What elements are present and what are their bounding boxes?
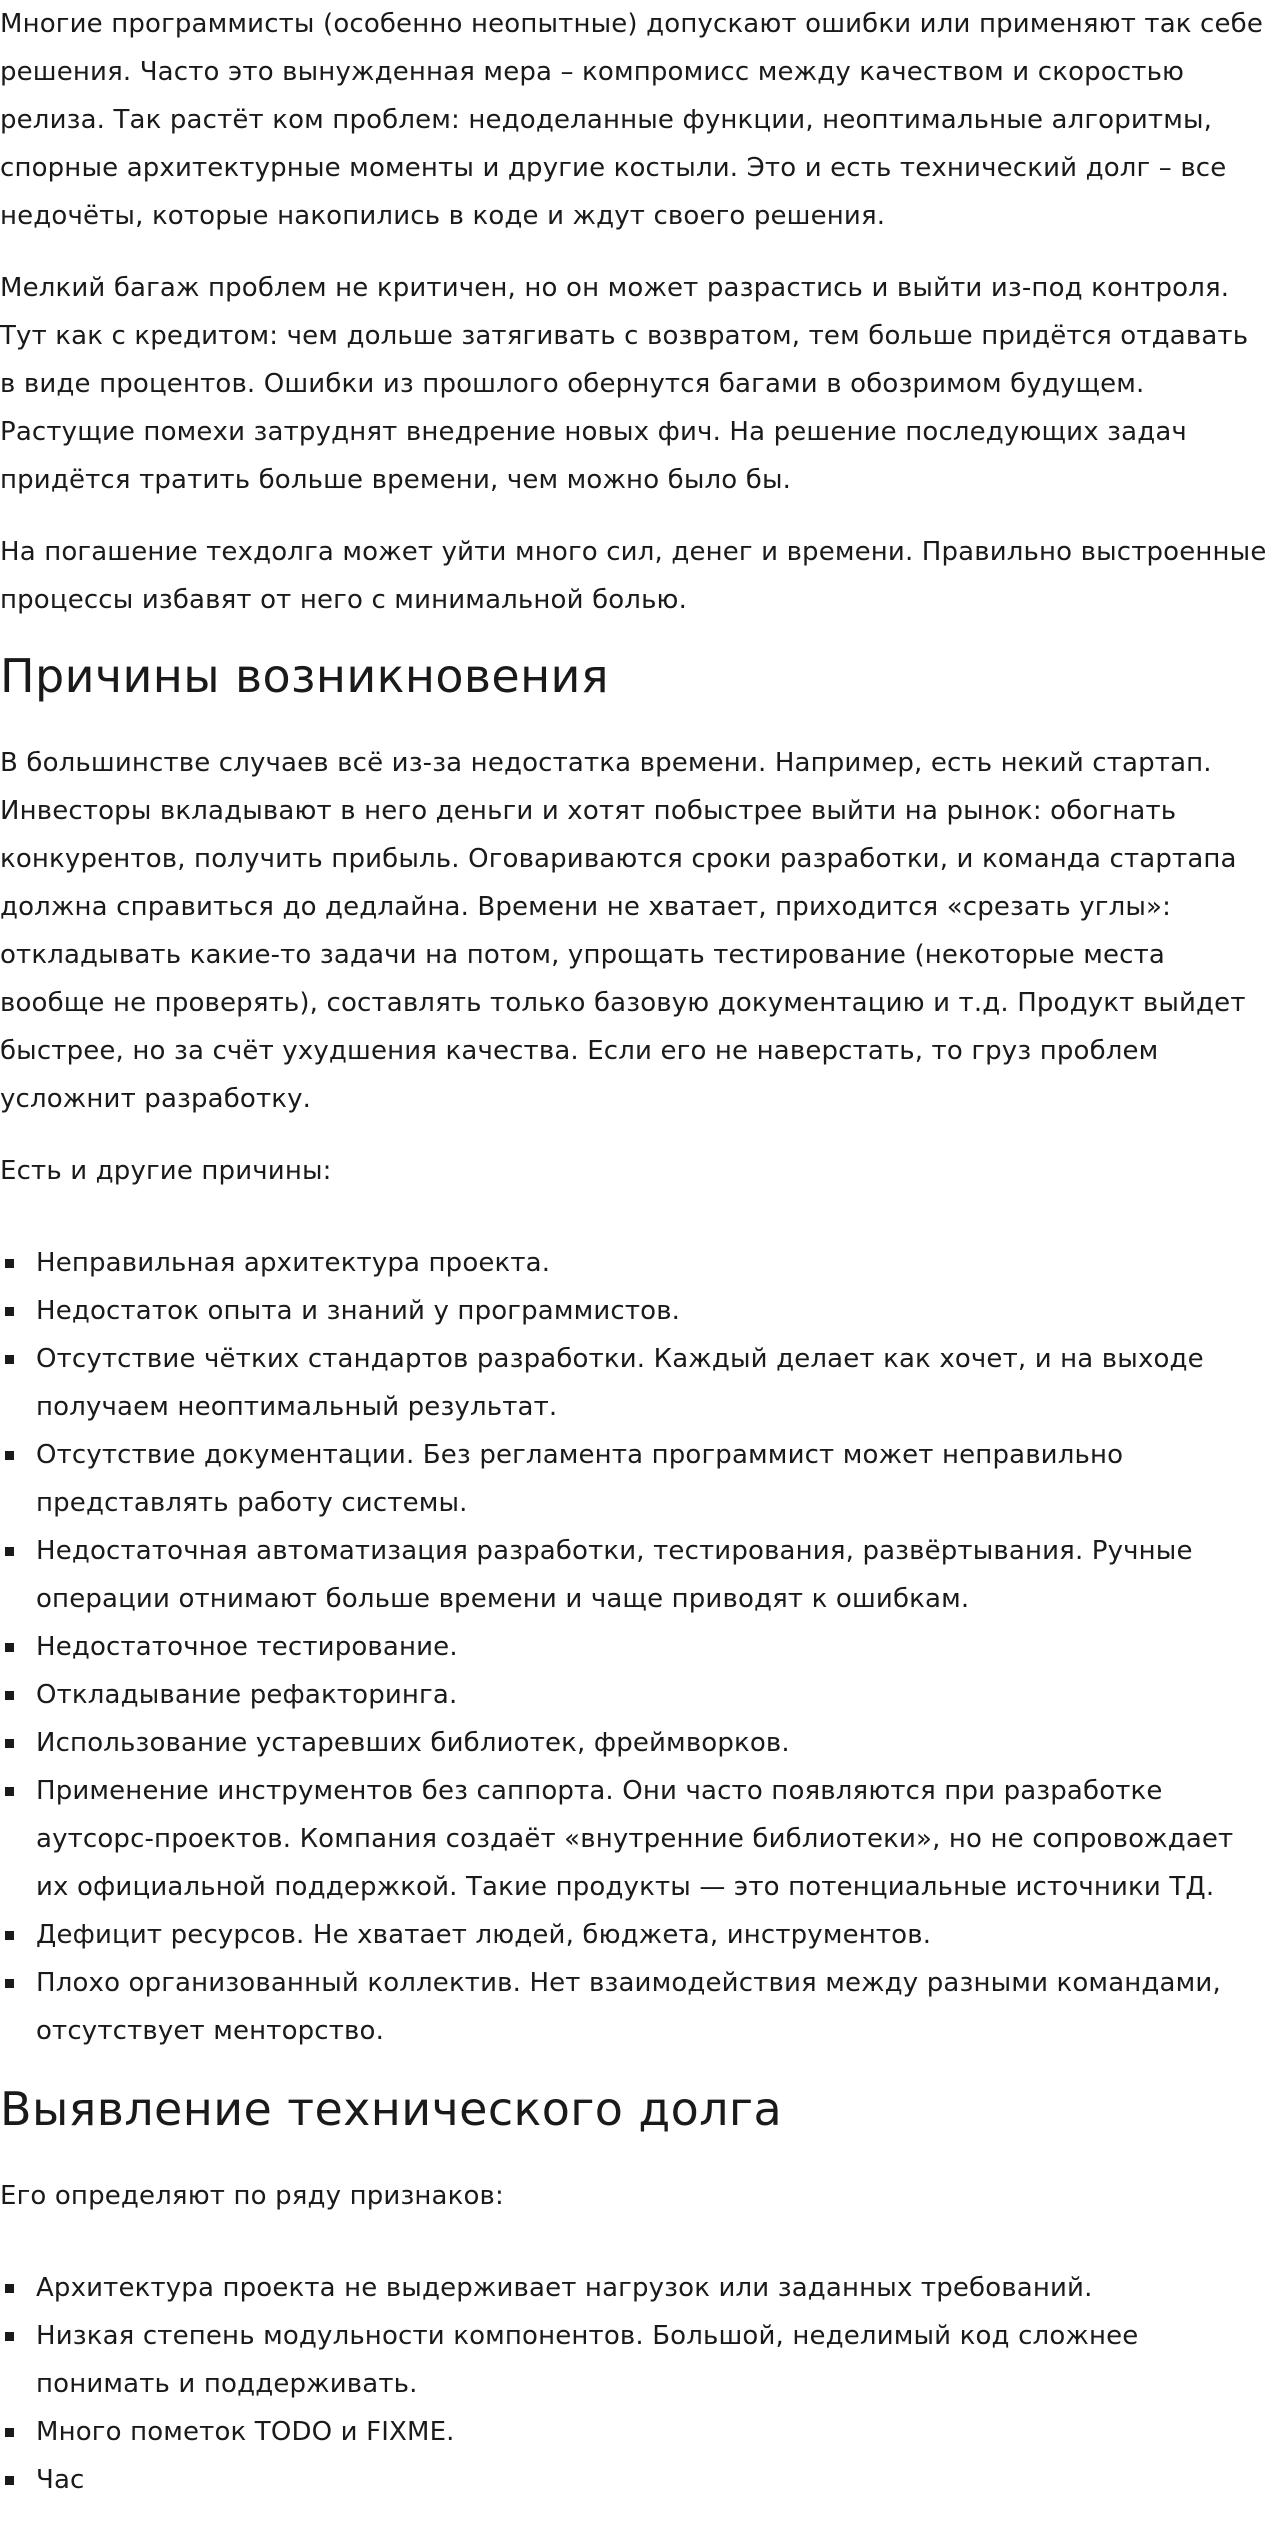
list-item — [0, 1767, 1268, 1911]
list-item — [0, 2408, 1268, 2456]
square-bullet-icon — [5, 1451, 14, 1460]
list-item-text: Дефицит ресурсов. Не хватает людей, бюджета, инструментов. — [36, 1920, 932, 1950]
square-bullet-icon — [5, 1691, 14, 1700]
list-item — [0, 2456, 1268, 2504]
list-item — [0, 1719, 1268, 1767]
causes-lead-in: Есть и другие причины: — [0, 1156, 332, 1186]
square-bullet-icon — [5, 1307, 14, 1316]
detection-lead-in: Его определяют по ряду признаков: — [0, 2181, 504, 2211]
list-item-text: Плохо организованный коллектив. Нет взаимодействия между разными командами, отсутствует менторство. — [36, 1968, 1221, 2046]
list-item-text: Неправильная архитектура проекта. — [36, 1248, 551, 1278]
causes-paragraph: В большинстве случаев всё из-за недостатка времени. Например, есть некий стартап. Инвесторы вкладывают в него деньги и хотят побыстрее выйти на рынок: обогнать конкурентов, получить прибыль. Оговариваются сроки разработки, и команда стартапа должна справиться до дедлайна. Времени не хватает, приходится «срезать углы»: откладывать какие-то задачи на потом, упрощать тестирование (некоторые места вообще не проверять), составлять только базовую документацию и т.д. Продукт выйдет быстрее, но за счёт ухудшения качества. Если его не наверстать, то груз проблем усложнит разработку. — [0, 748, 1246, 1114]
square-bullet-icon — [5, 1547, 14, 1556]
square-bullet-icon — [5, 2332, 14, 2341]
intro-paragraph-2: Мелкий багаж проблем не критичен, но он может разрастись и выйти из-под контроля. Тут как с кредитом: чем дольше затягивать с возвратом, тем больше придётся отдавать в виде процентов. Ошибки из прошлого обернутся багами в обозримом будущем. Растущие помехи затруднят внедрение новых фич. На решение последующих задач придётся тратить больше времени, чем можно было бы. — [0, 273, 1249, 495]
list-item — [0, 1239, 1268, 1287]
list-item-text: Недостаток опыта и знаний у программистов. — [36, 1296, 681, 1326]
list-item — [0, 1335, 1268, 1431]
list-item — [0, 1959, 1268, 2055]
detection-list — [0, 2264, 1268, 2504]
list-item-text: Использование устаревших библиотек, фреймворков. — [36, 1728, 790, 1758]
list-item — [0, 1911, 1268, 1959]
square-bullet-icon — [5, 1739, 14, 1748]
square-bullet-icon — [5, 2284, 14, 2293]
list-item-text: Недостаточное тестирование. — [36, 1632, 458, 1662]
square-bullet-icon — [5, 1787, 14, 1796]
square-bullet-icon — [5, 2476, 14, 2485]
square-bullet-icon — [5, 1931, 14, 1940]
list-item — [0, 1671, 1268, 1719]
list-item-text: Применение инструментов без саппорта. Они часто появляются при разработке аутсорс-проектов. Компания создаёт «внутренние библиотеки», но не сопровождает их официальной поддержкой. Такие продукты — это потенциальные источники ТД. — [36, 1776, 1234, 1902]
causes-list — [0, 1239, 1268, 2055]
list-item — [0, 2312, 1268, 2408]
list-item-text: Отсутствие чётких стандартов разработки. Каждый делает как хочет, и на выходе получаем неоптимальный результат. — [36, 1344, 1204, 1422]
list-item-text: Недостаточная автоматизация разработки, тестирования, развёртывания. Ручные операции отнимают больше времени и чаще приводят к ошибкам. — [36, 1536, 1193, 1614]
list-item-text: Откладывание рефакторинга. — [36, 1680, 458, 1710]
list-item — [0, 1623, 1268, 1671]
intro-paragraph-1: Многие программисты (особенно неопытные) допускают ошибки или применяют так себе решения. Часто это вынужденная мера – компромисс между качеством и скоростью релиза. Так растёт ком проблем: недоделанные функции, неоптимальные алгоритмы, спорные архитектурные моменты и другие костыли. Это и есть технический долг – все недочёты, которые накопились в коде и ждут своего решения. — [0, 9, 1263, 231]
list-item-text: Много пометок TODO и FIXME. — [36, 2417, 455, 2447]
detection-heading: Выявление технического долга — [0, 2082, 783, 2136]
list-item — [0, 1287, 1268, 1335]
list-item-text: Отсутствие документации. Без регламента программист может неправильно представлять работу системы. — [36, 1440, 1124, 1518]
list-item — [0, 1431, 1268, 1527]
square-bullet-icon — [5, 1355, 14, 1364]
square-bullet-icon — [5, 1979, 14, 1988]
square-bullet-icon — [5, 1643, 14, 1652]
list-item-text: Час — [36, 2465, 85, 2495]
list-item-text: Низкая степень модульности компонентов. Большой, неделимый код сложнее понимать и поддерживать. — [36, 2321, 1139, 2399]
square-bullet-icon — [5, 1259, 14, 1268]
list-item — [0, 1527, 1268, 1623]
list-item — [0, 2264, 1268, 2312]
square-bullet-icon — [5, 2428, 14, 2437]
list-item-text: Архитектура проекта не выдерживает нагрузок или заданных требований. — [36, 2273, 1093, 2303]
intro-paragraph-3: На погашение техдолга может уйти много сил, денег и времени. Правильно выстроенные процессы избавят от него с минимальной болью. — [0, 537, 1267, 615]
causes-heading: Причины возникновения — [0, 649, 609, 703]
